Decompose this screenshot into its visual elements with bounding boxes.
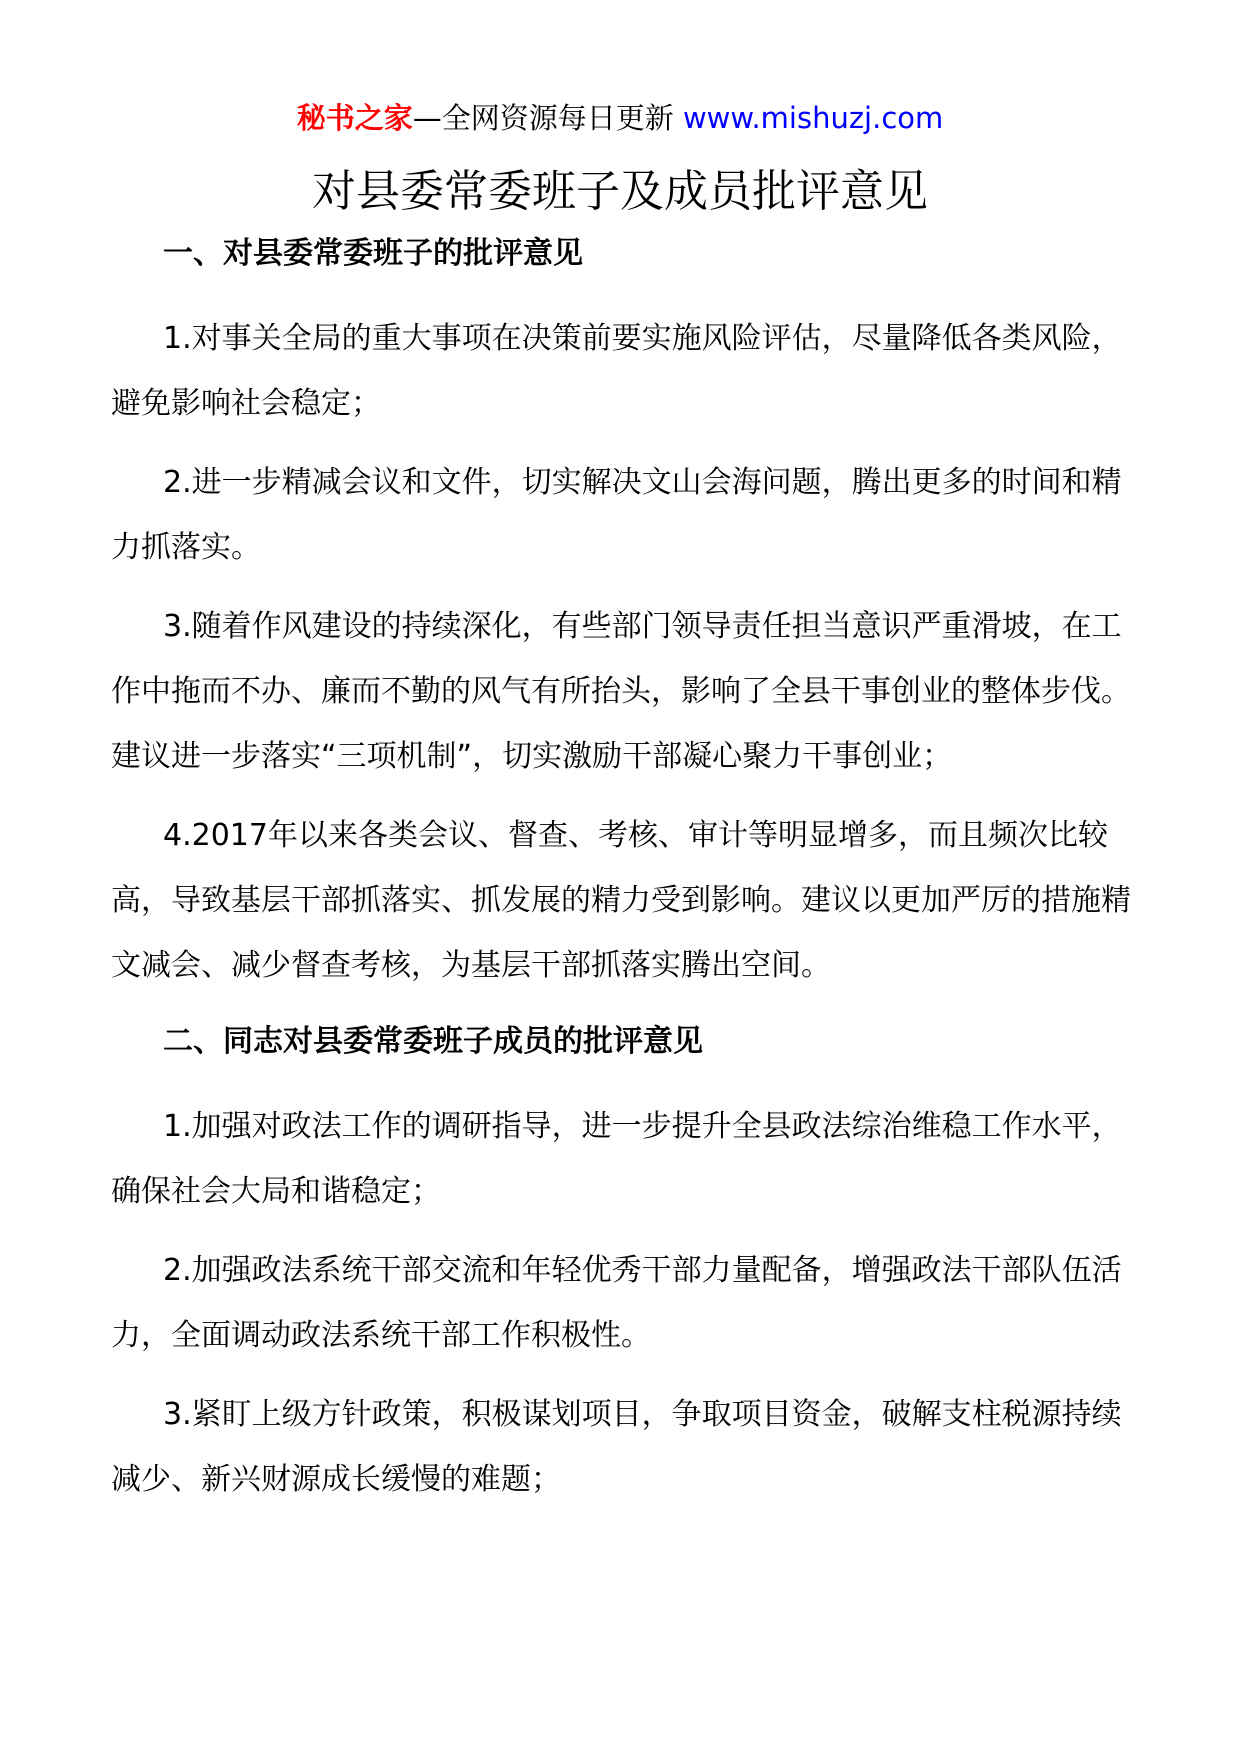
site-url-link[interactable]: www.mishuzj.com [682, 101, 944, 135]
header-tagline: —全网资源每日更新 [412, 101, 674, 135]
site-header [0, 98, 1240, 138]
paragraph: 3.紧盯上级方针政策，积极谋划项目，争取项目资金，破解支柱税源持续减少、新兴财源成长缓慢的难题； [111, 1397, 1122, 1497]
paragraph: 2.进一步精减会议和文件，切实解决文山会海问题，腾出更多的时间和精力抓落实。 [111, 465, 1122, 565]
paragraph: 2.加强政法系统干部交流和年轻优秀干部力量配备，增强政法干部队伍活力，全面调动政法系统干部工作积极性。 [111, 1253, 1122, 1353]
paragraph: 3.随着作风建设的持续深化，有些部门领导责任担当意识严重滑坡，在工作中拖而不办、廉而不勤的风气有所抬头，影响了全县干事创业的整体步伐。建议进一步落实“三项机制”，切实激励干部凝心聚力干事创业； [111, 609, 1131, 774]
section-heading-1: 一、对县委常委班子的批评意见 [163, 236, 583, 271]
section-heading-2: 二、同志对县委常委班子成员的批评意见 [163, 1024, 703, 1059]
paragraph: 4.2017年以来各类会议、督查、考核、审计等明显增多，而且频次比较高，导致基层干部抓落实、抓发展的精力受到影响。建议以更加严厉的措施精文减会、减少督查考核，为基层干部抓落实腾出空间。 [111, 818, 1131, 983]
brand-name: 秘书之家 [296, 101, 413, 135]
document-body [111, 232, 1141, 1512]
paragraph: 1.加强对政法工作的调研指导，进一步提升全县政法综治维稳工作水平，确保社会大局和谐稳定； [111, 1109, 1122, 1209]
document-title: 对县委常委班子及成员批评意见 [312, 166, 928, 217]
paragraph: 1.对事关全局的重大事项在决策前要实施风险评估，尽量降低各类风险，避免影响社会稳定； [111, 321, 1122, 421]
